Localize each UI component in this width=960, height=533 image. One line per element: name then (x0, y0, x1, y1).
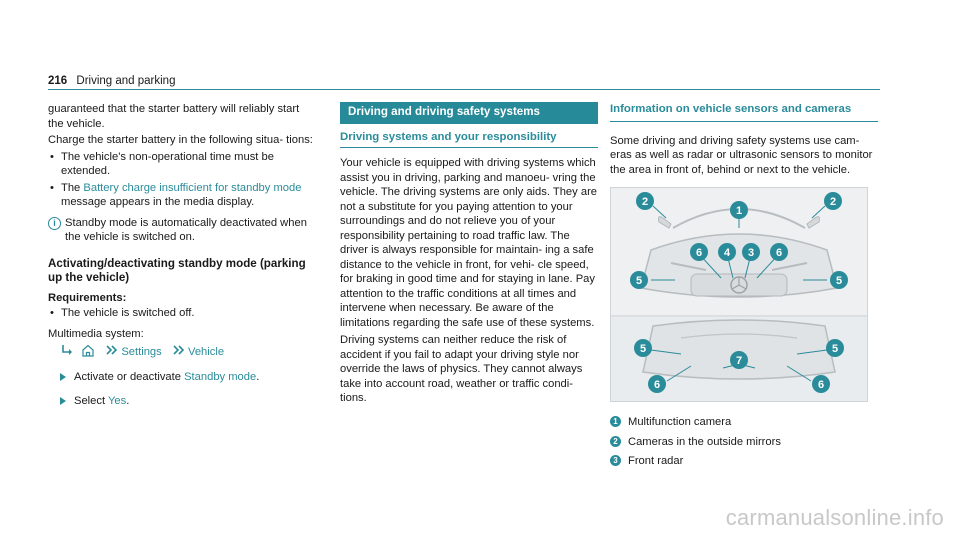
settings-link[interactable]: Settings (121, 346, 162, 358)
charge-paragraph: Charge the starter battery in the following situa- tions: (48, 134, 313, 146)
figure-legend (610, 415, 878, 469)
label-5: 5 (635, 275, 643, 287)
path-arrow-icon (61, 345, 73, 356)
menu-path (48, 344, 316, 360)
label-6: 6 (695, 247, 703, 259)
label-3: 3 (747, 247, 755, 259)
standby-heading: Activating/deactivating standby mode (parking up the vehicle) (48, 256, 306, 284)
list-item: • The Battery charge insufficient for standby mode message appears in the media display. (48, 181, 316, 210)
instruction-step: Activate or deactivate Standby mode. (48, 370, 316, 385)
sensors-paragraph: Some driving and driving safety systems use cam- eras as well as radar or ultrasonic sensors to monitor the area in front of, behind or next to the vehicle. (610, 134, 873, 176)
info-note: i Standby mode is automatically deactivated when the vehicle is switched on. (48, 216, 316, 245)
label-2: 2 (829, 196, 837, 208)
list-item: • The vehicle's non-operational time must be extended. (48, 150, 316, 179)
number-badge: 1 (610, 416, 621, 427)
watermark: carmanualsonline.info (725, 504, 944, 530)
instruction-step: Select Yes. (48, 394, 316, 409)
label-5: 5 (835, 275, 843, 287)
intro-paragraph: guaranteed that the starter battery will reliably start the vehicle. (48, 103, 300, 130)
list-item: • The vehicle is switched off. (48, 306, 316, 321)
yes-option[interactable]: Yes (108, 395, 127, 407)
car-diagram (611, 188, 867, 401)
left-column (48, 102, 316, 419)
label-5: 5 (831, 343, 839, 355)
label-6: 6 (653, 379, 661, 391)
chevron-right-icon (173, 345, 185, 355)
info-icon: i (48, 217, 61, 230)
label-4: 4 (723, 247, 731, 259)
label-6: 6 (817, 379, 825, 391)
chevron-right-icon (106, 345, 118, 355)
standby-mode-option[interactable]: Standby mode (184, 370, 257, 383)
sensors-heading: Information on vehicle sensors and cameras (610, 102, 878, 122)
page-number: 216 (48, 75, 68, 87)
vehicle-sensor-illustration (610, 187, 868, 402)
section-title: Driving and parking (76, 75, 176, 87)
legend-item: 3 Front radar (610, 454, 878, 469)
middle-column (340, 102, 598, 408)
right-column (610, 102, 878, 474)
page-header (48, 74, 175, 89)
responsibility-heading: Driving systems and your responsibility (340, 130, 598, 149)
legend-item: 2 Cameras in the outside mirrors (610, 435, 878, 450)
label-1: 1 (735, 205, 743, 217)
label-6: 6 (775, 247, 783, 259)
label-7: 7 (735, 355, 743, 367)
battery-message-link: Battery charge insufficient for standby mode (83, 181, 302, 194)
legend-item: 1 Multifunction camera (610, 415, 878, 430)
requirements-label: Requirements: (48, 291, 127, 304)
multimedia-label: Multimedia system: (48, 327, 144, 340)
responsibility-paragraph: Your vehicle is equipped with driving systems which assist you in driving, parking and manoeu- vring the vehicle. The driving systems are only aids. They are not a substitute for you paying attention to your surroundings and do not relieve you of your responsibility pertaining to road traffic law. The driver is always responsible for maintain- ing a safe distance to the vehicle in front, for vehi- cle speed, for braking in good time and for staying in lane. Pay attention to the traffic conditions at all times and intervene when necessary. Be aware of the limitations regarding the safe use of these systems. (340, 157, 598, 329)
number-badge: 3 (610, 455, 621, 466)
header-rule (48, 89, 880, 90)
home-icon[interactable] (81, 344, 95, 357)
number-badge: 2 (610, 436, 621, 447)
section-banner: Driving and driving safety systems (340, 102, 598, 124)
label-5: 5 (639, 343, 647, 355)
limitations-paragraph: Driving systems can neither reduce the risk of accident if you fail to adapt your driving style nor override the laws of physics. They cannot always take into account road, weather or traffic condi- tions. (340, 334, 583, 404)
vehicle-link[interactable]: Vehicle (187, 346, 225, 358)
label-2: 2 (641, 196, 649, 208)
